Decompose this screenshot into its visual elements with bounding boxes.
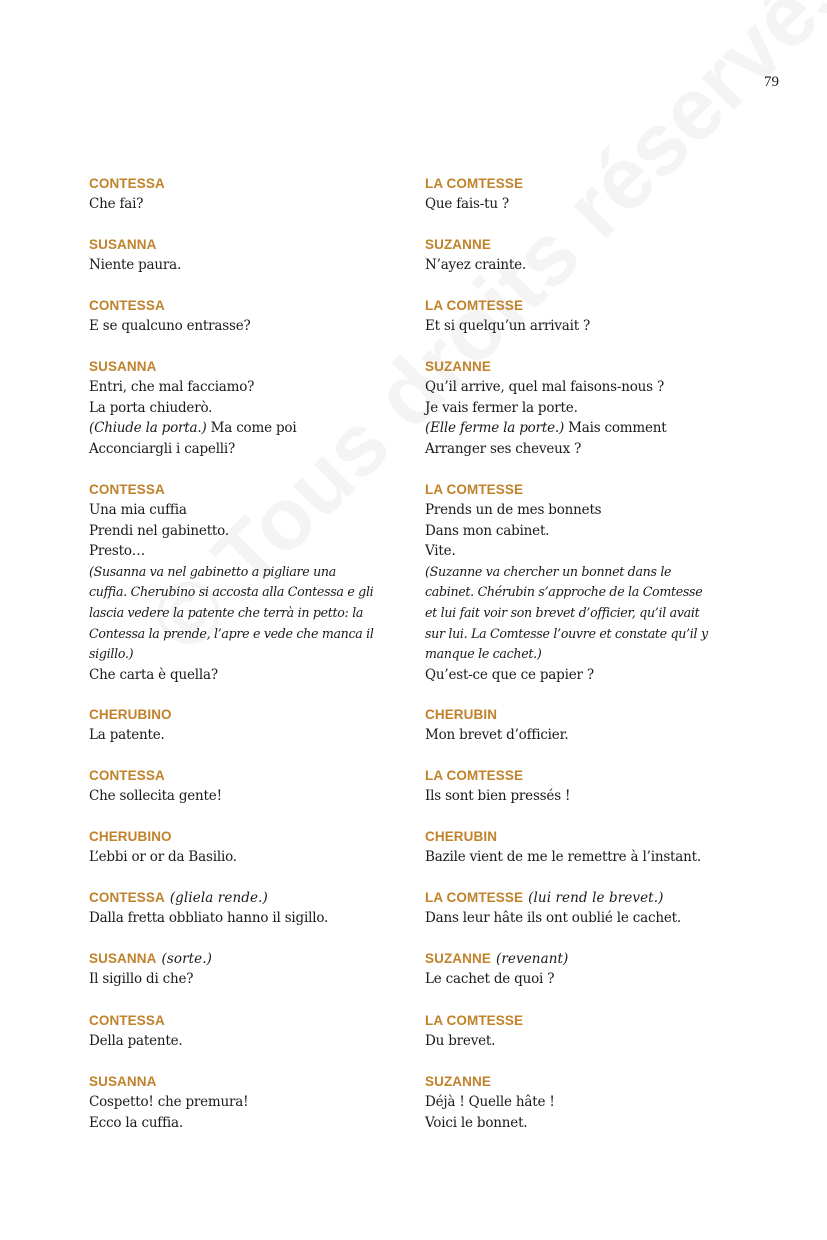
line-text: Qu’est-ce que ce papier ? <box>425 666 594 683</box>
stage-direction: (revenant) <box>495 951 569 967</box>
speaker-name <box>425 829 755 845</box>
speaker-label: SUZANNE <box>425 237 491 252</box>
dialogue-block <box>89 298 419 337</box>
inline-stage-direction: (Chiude la porta.) <box>89 420 207 437</box>
verse-line <box>425 908 755 929</box>
verse-line <box>425 725 755 746</box>
dialogue-block <box>89 951 419 990</box>
dialogue-block <box>89 1074 419 1133</box>
line-text: Che fai? <box>89 196 144 212</box>
verse-line <box>89 194 419 215</box>
stage-direction: (lui rend le brevet.) <box>528 890 664 906</box>
line-text: Una mia cuffia <box>89 502 187 518</box>
speaker-label: SUSANNA <box>89 1074 157 1089</box>
line-text: Acconciargli i capelli? <box>89 440 236 457</box>
line-text: Ma come poi <box>206 420 297 437</box>
stage-direction-line: sur lui. La Comtesse l’ouvre et constate qu’il y <box>425 625 708 641</box>
speaker-name <box>425 237 755 253</box>
speaker-label: CHERUBINO <box>89 829 172 844</box>
line-text: Prendi nel gabinetto. <box>89 522 229 539</box>
speaker-label: CHERUBIN <box>425 707 498 722</box>
verse-line <box>425 847 755 868</box>
dialogue-block <box>425 829 755 868</box>
stage-direction-line: cuffia. Cherubino si accosta alla Contessa e gli <box>89 584 374 600</box>
dialogue-block <box>89 890 419 929</box>
verse-line <box>425 398 755 419</box>
line-text: Ils sont bien pressés ! <box>425 788 571 804</box>
speaker-label: SUZANNE <box>425 359 491 374</box>
speaker-label: CHERUBIN <box>425 829 498 844</box>
line-text: Et si quelqu’un arrivait ? <box>425 318 591 334</box>
verse-line <box>89 255 419 276</box>
speaker-name <box>425 1013 755 1029</box>
verse-line <box>89 665 419 686</box>
verse-line <box>425 1113 755 1134</box>
line-text: N’ayez crainte. <box>425 257 526 273</box>
verse-line <box>425 1092 755 1113</box>
dialogue-block <box>89 1013 419 1052</box>
speaker-name <box>89 237 419 253</box>
speaker-name <box>89 890 419 906</box>
dialogue-block <box>425 482 755 685</box>
verse-line <box>89 908 419 929</box>
verse-line <box>89 439 419 460</box>
line-text: Prends un de mes bonnets <box>425 502 602 518</box>
verse-line <box>425 786 755 807</box>
speaker-name <box>89 951 419 967</box>
verse-line <box>425 1031 755 1052</box>
line-text: Vite. <box>425 543 456 560</box>
speaker-name <box>89 482 419 498</box>
stage-direction-line: cabinet. Chérubin s’approche de la Comtesse <box>425 584 703 600</box>
verse-line <box>425 377 755 398</box>
speaker-label: LA COMTESSE <box>425 298 524 313</box>
verse-line <box>89 377 419 398</box>
speaker-name <box>425 1074 755 1090</box>
line-text: Ecco la cuffia. <box>89 1114 183 1131</box>
speaker-label: LA COMTESSE <box>425 768 524 783</box>
speaker-label: CONTESSA <box>89 1013 165 1028</box>
line-text: Niente paura. <box>89 257 182 273</box>
speaker-label: SUSANNA <box>89 237 157 252</box>
speaker-label: LA COMTESSE <box>425 176 524 191</box>
speaker-name <box>425 359 755 375</box>
speaker-name <box>89 1013 419 1029</box>
verse-line <box>425 439 755 460</box>
stage-direction: (gliela rende.) <box>169 890 268 906</box>
line-text: La porta chiuderò. <box>89 399 213 416</box>
line-text: Mon brevet d’officier. <box>425 727 569 743</box>
speaker-name <box>425 298 755 314</box>
verse-line <box>89 786 419 807</box>
inline-stage-direction: (Elle ferme la porte.) <box>425 420 565 437</box>
speaker-name <box>425 951 755 967</box>
verse-line <box>425 665 755 686</box>
verse-line <box>89 847 419 868</box>
verse-line <box>89 500 419 521</box>
line-text: Presto… <box>89 543 146 560</box>
line-text: Déjà ! Quelle hâte ! <box>425 1094 555 1110</box>
speaker-name <box>89 359 419 375</box>
speaker-label: SUZANNE <box>425 951 491 966</box>
stage-direction: (sorte.) <box>161 951 213 967</box>
stage-direction-line: sigillo.) <box>89 646 134 662</box>
line-text: Cospetto! che premura! <box>89 1094 249 1110</box>
stage-direction-line: (Suzanne va chercher un bonnet dans le <box>425 563 672 579</box>
line-text: Du brevet. <box>425 1033 496 1049</box>
verse-line <box>89 521 419 542</box>
line-text: Je vais fermer la porte. <box>425 399 578 416</box>
speaker-name <box>89 298 419 314</box>
dialogue-block <box>425 359 755 459</box>
speaker-label: SUZANNE <box>425 1074 491 1089</box>
verse-line <box>89 541 419 562</box>
dialogue-block <box>89 237 419 276</box>
line-text: Entri, che mal facciamo? <box>89 379 255 395</box>
stage-direction-line: manque le cachet.) <box>425 646 542 662</box>
dialogue-block <box>425 237 755 276</box>
dialogue-block <box>425 951 755 990</box>
line-text: Della patente. <box>89 1033 183 1049</box>
page-number: 79 <box>764 74 779 90</box>
speaker-name <box>89 176 419 192</box>
verse-line <box>425 500 755 521</box>
verse-line <box>425 969 755 990</box>
dialogue-block <box>89 707 419 746</box>
speaker-label: LA COMTESSE <box>425 890 524 905</box>
verse-line <box>89 1092 419 1113</box>
speaker-label: SUSANNA <box>89 951 157 966</box>
dialogue-block <box>425 1013 755 1052</box>
dialogue-block <box>425 1074 755 1133</box>
verse-line <box>425 418 755 439</box>
dialogue-block <box>425 890 755 929</box>
speaker-label: CONTESSA <box>89 768 165 783</box>
dialogue-block <box>425 768 755 807</box>
speaker-label: SUSANNA <box>89 359 157 374</box>
verse-line <box>425 194 755 215</box>
dialogue-block <box>89 768 419 807</box>
speaker-label: CHERUBINO <box>89 707 172 722</box>
line-text: Le cachet de quoi ? <box>425 971 555 987</box>
speaker-label: CONTESSA <box>89 176 165 191</box>
line-text: Bazile vient de me le remettre à l’instant. <box>425 849 701 865</box>
stage-direction-line: (Susanna va nel gabinetto a pigliare una <box>89 563 336 579</box>
verse-line <box>425 316 755 337</box>
line-text: Il sigillo di che? <box>89 971 194 987</box>
verse-line <box>89 969 419 990</box>
dialogue-block <box>89 829 419 868</box>
speaker-name <box>89 768 419 784</box>
speaker-label: LA COMTESSE <box>425 1013 524 1028</box>
line-text: Dalla fretta obbliato hanno il sigillo. <box>89 910 329 926</box>
speaker-label: LA COMTESSE <box>425 482 524 497</box>
speaker-name <box>425 768 755 784</box>
line-text: Voici le bonnet. <box>425 1114 528 1131</box>
speaker-name <box>89 1074 419 1090</box>
dialogue-block <box>425 298 755 337</box>
line-text: Che sollecita gente! <box>89 788 222 804</box>
speaker-name <box>425 707 755 723</box>
line-text: Qu’il arrive, quel mal faisons-nous ? <box>425 379 665 395</box>
speaker-name <box>89 829 419 845</box>
dialogue-block <box>89 176 419 215</box>
speaker-name <box>89 707 419 723</box>
verse-line <box>425 255 755 276</box>
speaker-name <box>425 482 755 498</box>
line-text: Arranger ses cheveux ? <box>425 440 582 457</box>
verse-line <box>89 418 419 439</box>
line-text: Dans mon cabinet. <box>425 522 550 539</box>
speaker-label: CONTESSA <box>89 890 165 905</box>
dialogue-block <box>425 176 755 215</box>
stage-direction-line: et lui fait voir son brevet d’officier, qu’il avait <box>425 604 700 620</box>
line-text: E se qualcuno entrasse? <box>89 318 251 334</box>
line-text: Che carta è quella? <box>89 666 218 683</box>
verse-line <box>425 541 755 562</box>
verse-line <box>89 1031 419 1052</box>
line-text: L’ebbi or or da Basilio. <box>89 849 237 865</box>
line-text: Dans leur hâte ils ont oublié le cachet. <box>425 910 681 926</box>
speaker-name <box>425 176 755 192</box>
line-text: La patente. <box>89 727 165 743</box>
verse-line <box>89 725 419 746</box>
verse-line <box>89 316 419 337</box>
speaker-name <box>425 890 755 906</box>
stage-direction-line: Contessa la prende, l’apre e vede che manca il <box>89 625 374 641</box>
dialogue-block <box>425 707 755 746</box>
verse-line <box>89 1113 419 1134</box>
line-text: Mais comment <box>564 420 667 437</box>
dialogue-block <box>89 482 419 685</box>
line-text: Que fais-tu ? <box>425 196 509 212</box>
stage-direction-line: lascia vedere la patente che terrà in petto: la <box>89 604 364 620</box>
dialogue-block <box>89 359 419 459</box>
verse-line <box>89 398 419 419</box>
speaker-label: CONTESSA <box>89 482 165 497</box>
speaker-label: CONTESSA <box>89 298 165 313</box>
verse-line <box>425 521 755 542</box>
